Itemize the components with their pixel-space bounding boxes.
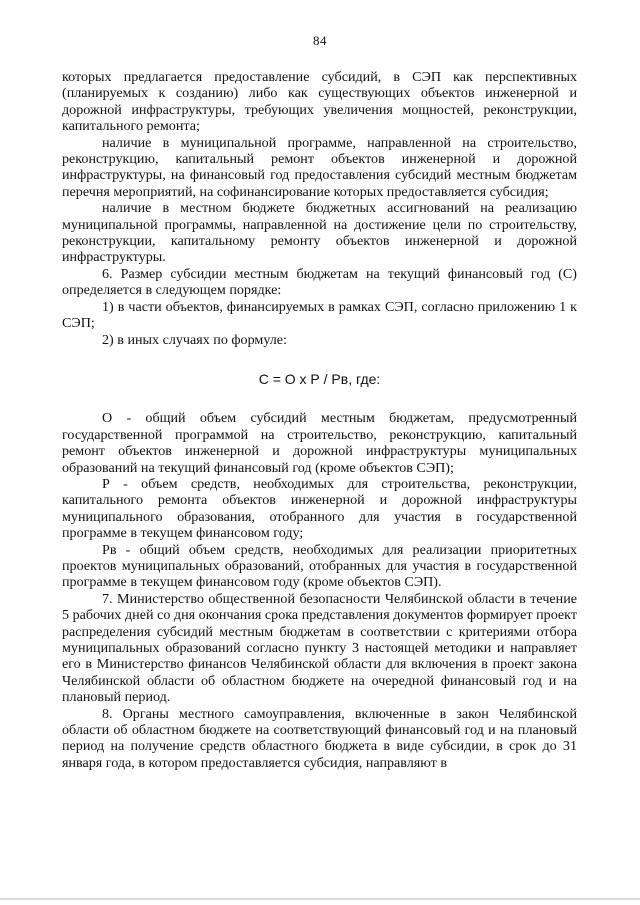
document-body	[62, 69, 577, 771]
paragraph-continuation: которых предлагается предоставление субсидий, в СЭП как перспективных (планируемых к созданию) либо как существующих объектов инженерной и дорожной инфраструктуры, требующих увеличения мощностей, реконструкции, капитального ремонта;	[62, 69, 577, 135]
paragraph-item-6: 6. Размер субсидии местным бюджетам на текущий финансовый год (С) определяется в следующем порядке:	[62, 265, 577, 299]
paragraph-item-7: 7. Министерство общественной безопасности Челябинской области в течение 5 рабочих дней со дня окончания срока представления документов формирует проект распределения субсидий местным бюджетам в соответствии с критериями отбора муниципальных образований согласно пункту 3 настоящей методики и направляет его в Министерство финансов Челябинской области для включения в проект закона Челябинской области об областном бюджете на очередной финансовый год и на плановый период.	[62, 590, 577, 706]
paragraph-item-6-1: 1) в части объектов, финансируемых в рамках СЭП, согласно приложению 1 к СЭП;	[62, 298, 577, 332]
paragraph-item-6-2: 2) в иных случаях по формуле:	[102, 331, 287, 348]
paragraph-definition-o: О - общий объем субсидий местным бюджетам, предусмотренный государственной программой на строительство, реконструкцию, капитальный ремонт объектов инженерной и дорожной инфраструктуры муниципальных образований на текущий финансовый год (кроме объектов СЭП);	[62, 410, 577, 476]
scan-edge-line	[0, 898, 640, 900]
paragraph-program-condition: наличие в муниципальной программе, направленной на строительство, реконструкцию, капитальный ремонт объектов инженерной и дорожной инфраструктуры, на финансовый год предоставления субсидий местным бюджетам перечня мероприятий, на софинансирование которых предоставляется субсидия;	[62, 134, 577, 200]
paragraph-definition-p: Р - объем средств, необходимых для строительства, реконструкции, капитального ремонта объектов инженерной и дорожной инфраструктуры муниципального образования, отобранного для участия в государственной программе в текущем финансовом году;	[62, 475, 577, 542]
formula: С = О х Р / Рв, где:	[258, 370, 381, 387]
paragraph-definition-pv: Рв - общий объем средств, необходимых для реализации приоритетных проектов муниципальных образований, отобранных для участия в государственной программе в текущем финансовом году (кроме объектов СЭП).	[62, 541, 577, 591]
paragraph-budget-condition: наличие в местном бюджете бюджетных ассигнований на реализацию муниципальной программы, направленной на достижение цели по строительству, реконструкции, капитальному ремонту объектов инженерной и дорожной инфраструктуры.	[62, 200, 577, 266]
page-number: 84	[313, 33, 327, 48]
paragraph-item-8: 8. Органы местного самоуправления, включенные в закон Челябинской области об областном бюджете на соответствующий финансовый год и на плановый период на получение средств областного бюджета в виде субсидии, в срок до 31 января года, в котором предоставляется субсидия, направляют в	[62, 705, 577, 771]
